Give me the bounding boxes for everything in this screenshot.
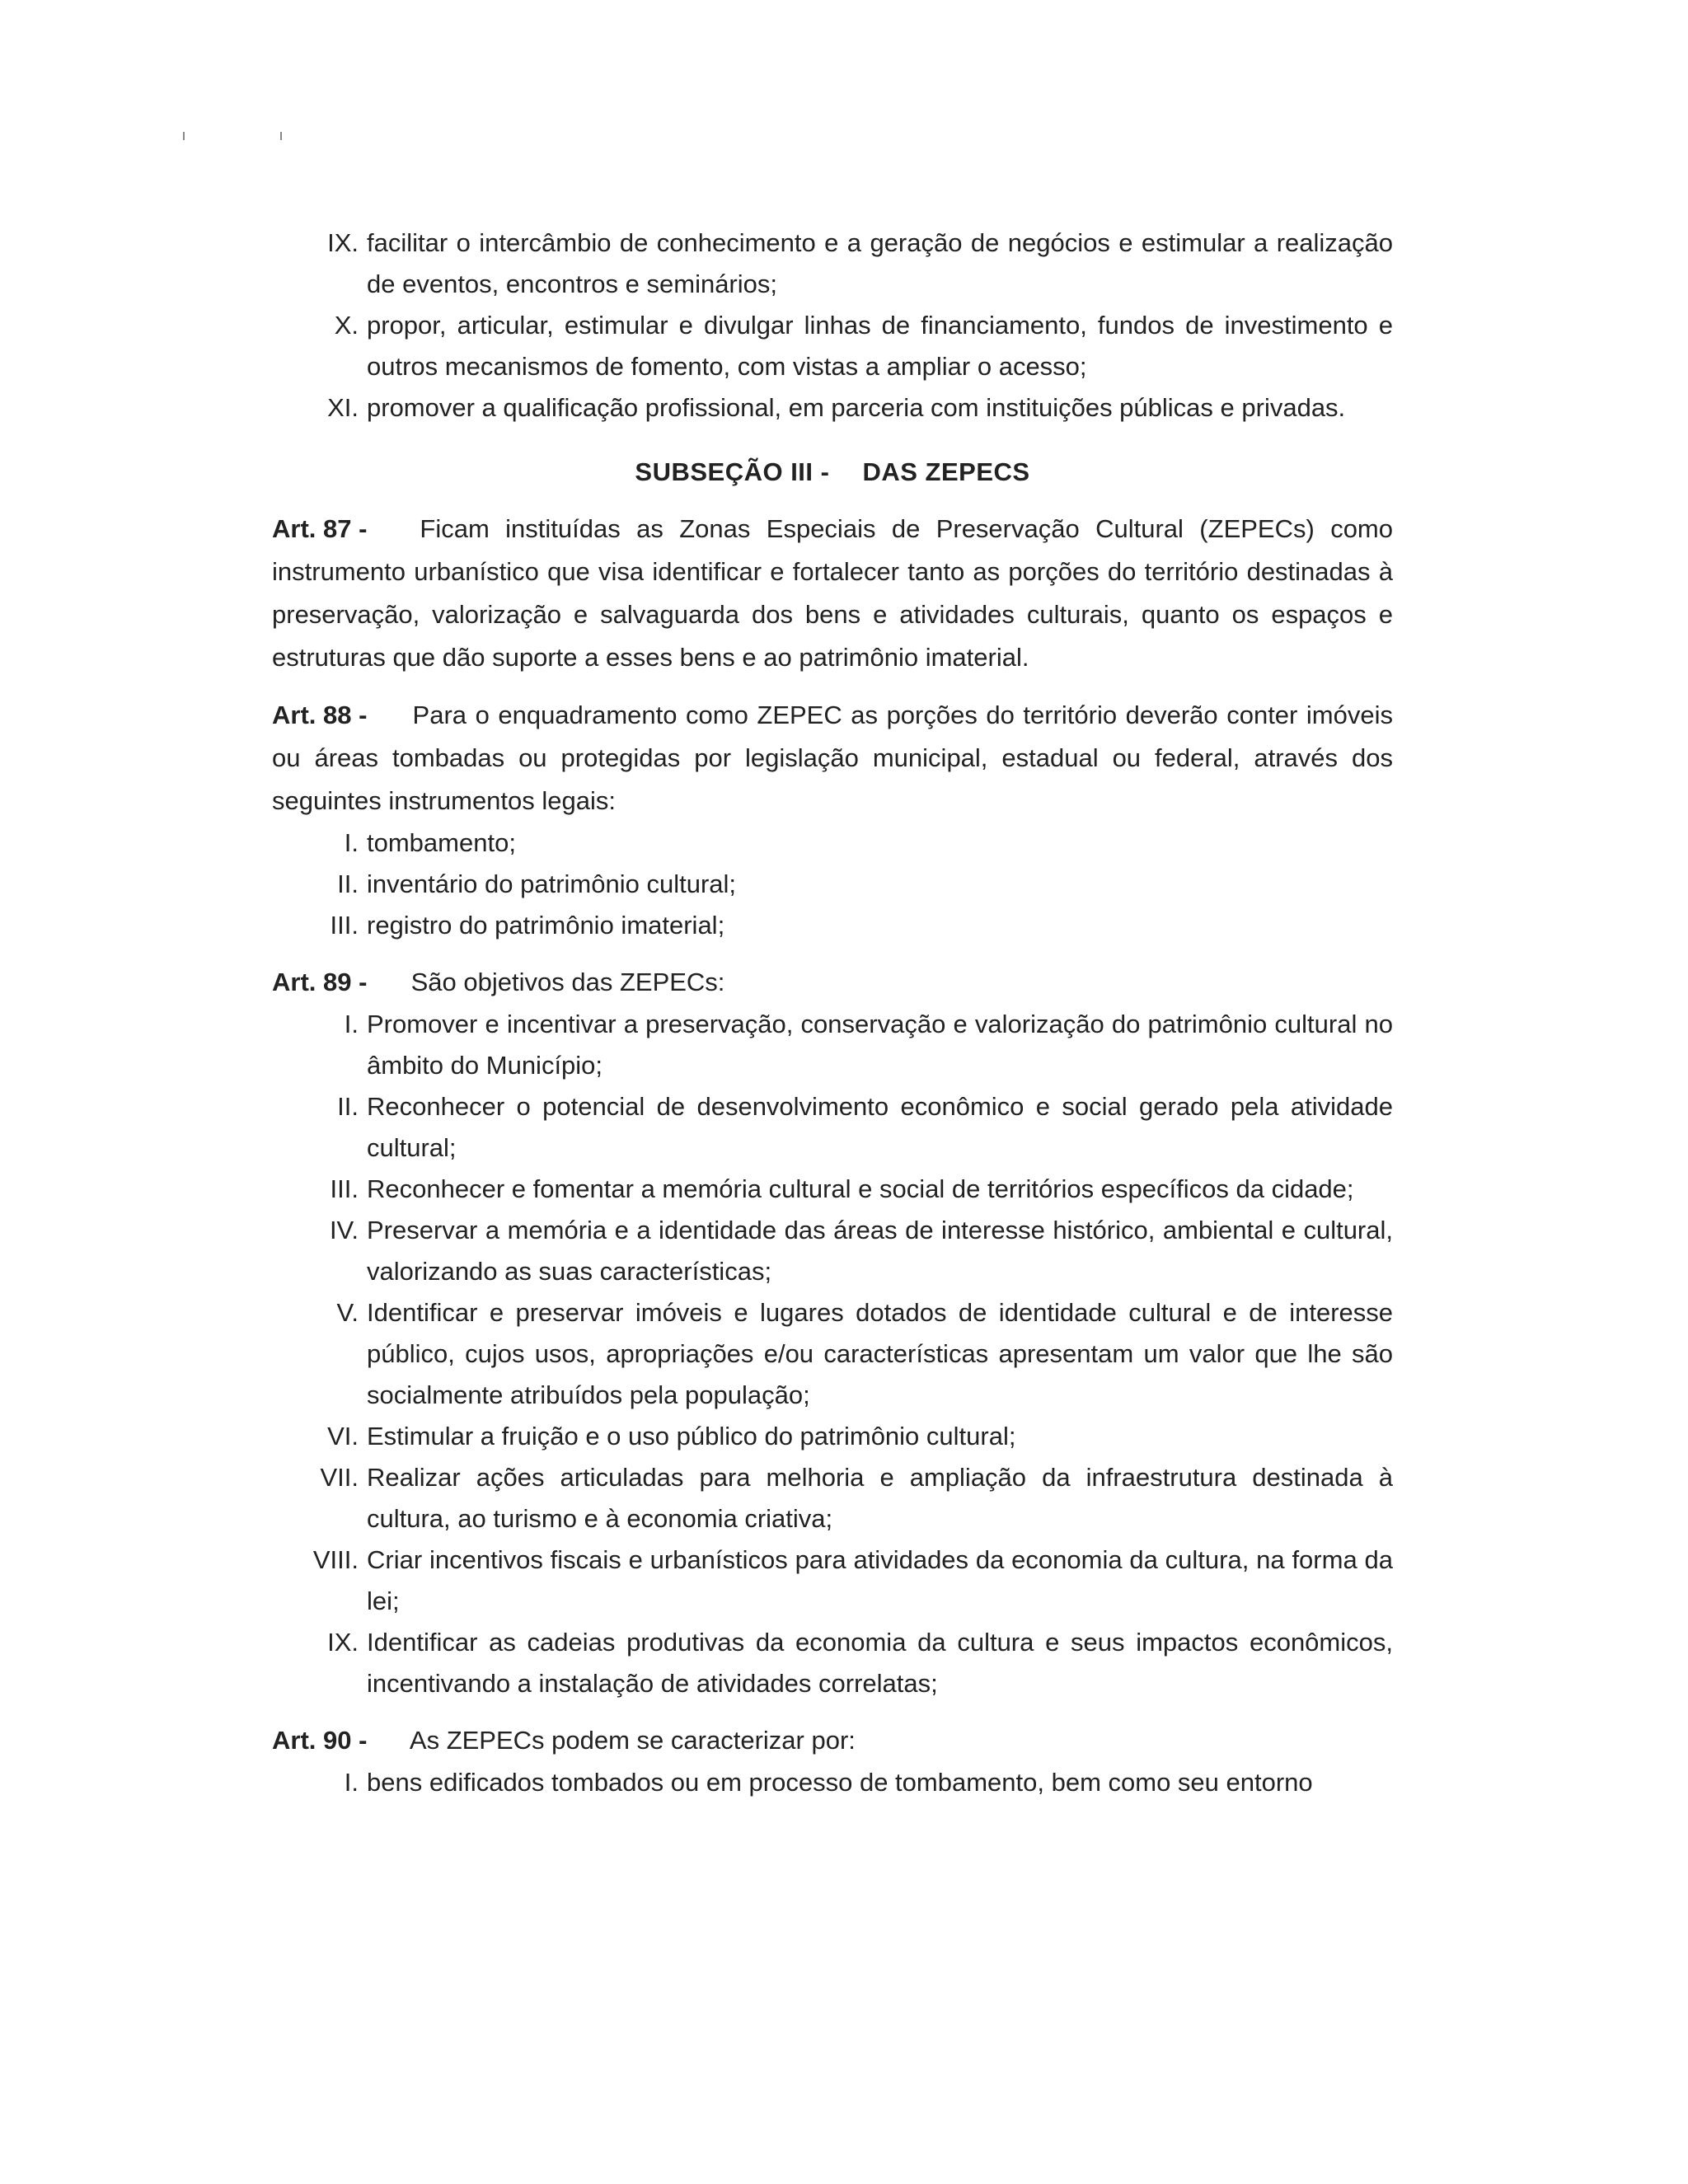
article-text: Ficam instituídas as Zonas Especiais de Preservação Cultural (ZEPECs) como instrumento urbanístico que visa identificar e fortalecer tanto as porções do território destinadas à preservação, valorização e salvaguarda dos bens e atividades culturais, quanto os espaços e estruturas que dão suporte a esses bens e ao patrimônio imaterial.	[272, 514, 1393, 672]
item-number: II.	[337, 869, 359, 898]
list-item	[272, 1292, 1393, 1416]
list-item	[272, 823, 1393, 864]
article-label: Art. 90 -	[272, 1726, 368, 1755]
item-number: I.	[344, 1768, 359, 1797]
item-number: III.	[330, 911, 359, 940]
article-90	[272, 1719, 1393, 1762]
article-text: As ZEPECs podem se caracterizar por:	[409, 1726, 856, 1755]
item-text: Identificar e preservar imóveis e lugares dotados de identidade cultural e de interesse público, cujos usos, apropriações e/ou características apresentam um valor que lhe são socialmente atribuídos pela população;	[367, 1298, 1393, 1409]
section-number: SUBSEÇÃO III -	[635, 457, 830, 486]
list-item	[272, 1210, 1393, 1292]
article-87	[272, 508, 1393, 679]
item-number: IV.	[329, 1216, 359, 1244]
item-number: I.	[344, 1010, 359, 1038]
item-text: inventário do patrimônio cultural;	[367, 869, 737, 898]
list-item	[272, 387, 1393, 429]
item-number: IX.	[327, 228, 359, 257]
item-number: IX.	[327, 1628, 359, 1657]
list-item	[272, 1086, 1393, 1169]
item-text: bens edificados tombados ou em processo de tombamento, bem como seu entorno	[367, 1768, 1313, 1797]
item-text: Estimular a fruição e o uso público do patrimônio cultural;	[367, 1422, 1016, 1451]
item-text: Promover e incentivar a preservação, conservação e valorização do patrimônio cultural no âmbito do Município;	[367, 1010, 1393, 1080]
list-item	[272, 1762, 1393, 1803]
scan-mark	[183, 132, 185, 140]
item-number: II.	[337, 1092, 359, 1121]
list-item	[272, 864, 1393, 905]
item-text: promover a qualificação profissional, em parceria com instituições públicas e privadas.	[367, 393, 1346, 422]
article-89-list	[272, 1004, 1393, 1704]
item-number: VII.	[320, 1463, 359, 1492]
item-text: Preservar a memória e a identidade das áreas de interesse histórico, ambiental e cultural, valorizando as suas características;	[367, 1216, 1393, 1286]
article-88-list	[272, 823, 1393, 946]
document-page	[272, 223, 1393, 1803]
item-number: III.	[330, 1174, 359, 1203]
top-list	[272, 223, 1393, 429]
article-89	[272, 961, 1393, 1004]
item-text: Reconhecer o potencial de desenvolvimento econômico e social gerado pela atividade cultural;	[367, 1092, 1393, 1162]
scan-mark	[280, 132, 282, 140]
list-item	[272, 305, 1393, 387]
item-text: registro do patrimônio imaterial;	[367, 911, 725, 940]
list-item	[272, 1169, 1393, 1210]
item-text: Reconhecer e fomentar a memória cultural e social de territórios específicos da cidade;	[367, 1174, 1354, 1203]
item-text: propor, articular, estimular e divulgar linhas de financiamento, fundos de investimento e outros mecanismos de fomento, com vistas a ampliar o acesso;	[367, 311, 1393, 381]
item-text: tombamento;	[367, 828, 516, 857]
section-title: DAS ZEPECS	[862, 457, 1030, 486]
list-item	[272, 1457, 1393, 1540]
list-item	[272, 223, 1393, 305]
list-item	[272, 1540, 1393, 1622]
article-label: Art. 88 -	[272, 701, 368, 729]
item-text: facilitar o intercâmbio de conhecimento e a geração de negócios e estimular a realização de eventos, encontros e seminários;	[367, 228, 1393, 298]
list-item	[272, 1622, 1393, 1704]
item-number: VIII.	[312, 1545, 359, 1574]
item-number: V.	[336, 1298, 359, 1327]
list-item	[272, 1416, 1393, 1457]
article-label: Art. 89 -	[272, 968, 368, 996]
article-90-list	[272, 1762, 1393, 1803]
item-number: XI.	[327, 393, 359, 422]
item-text: Criar incentivos fiscais e urbanísticos para atividades da economia da cultura, na forma da lei;	[367, 1545, 1393, 1615]
article-88	[272, 694, 1393, 823]
item-number: VI.	[327, 1422, 359, 1451]
item-number: I.	[344, 828, 359, 857]
list-item	[272, 1004, 1393, 1086]
article-label: Art. 87 -	[272, 514, 368, 543]
item-text: Realizar ações articuladas para melhoria e ampliação da infraestrutura destinada à cultura, ao turismo e à economia criativa;	[367, 1463, 1393, 1533]
article-text: Para o enquadramento como ZEPEC as porções do território deverão conter imóveis ou áreas tombadas ou protegidas por legislação municipal, estadual ou federal, através dos seguintes instrumentos legais:	[272, 701, 1393, 815]
list-item	[272, 905, 1393, 946]
item-text: Identificar as cadeias produtivas da economia da cultura e seus impactos econômicos, incentivando a instalação de atividades correlatas;	[367, 1628, 1393, 1698]
article-text: São objetivos das ZEPECs:	[410, 968, 725, 996]
item-number: X.	[334, 311, 359, 340]
section-heading	[272, 457, 1393, 487]
